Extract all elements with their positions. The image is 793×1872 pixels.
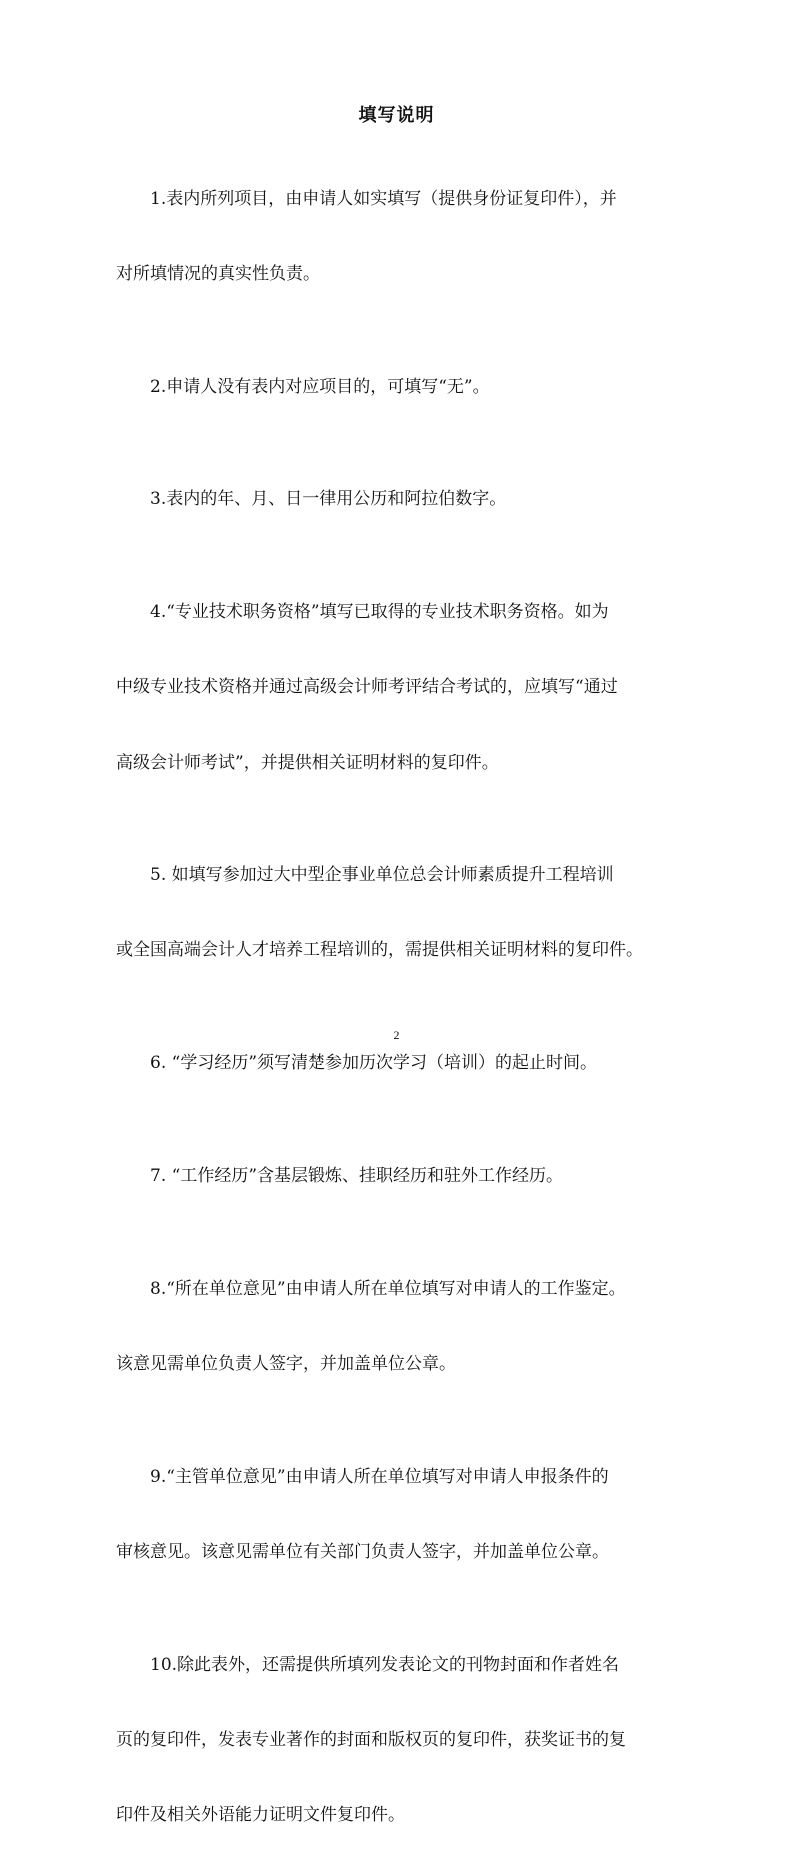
page-number: 2 (393, 1028, 400, 1042)
instruction-line: 高级会计师考试”，并提供相关证明材料的复印件。 (116, 752, 499, 773)
instruction-item-8 (116, 1233, 680, 1421)
instruction-line: 印件及相关外语能力证明文件复印件。 (116, 1805, 405, 1826)
instruction-item-3 (116, 444, 680, 557)
instruction-line: 8.“所在单位意见”由申请人所在单位填写对申请人的工作鉴定。 (150, 1278, 626, 1299)
instruction-line: 7. “工作经历”含基层锻炼、挂职经历和驻外工作经历。 (150, 1166, 564, 1187)
instruction-line: 或全国高端会计人才培养工程培训的，需提供相关证明材料的复印件。 (116, 940, 643, 961)
instruction-item-5 (116, 820, 680, 1008)
instruction-line: 页的复印件，发表专业著作的封面和版权页的复印件，获奖证书的复 (116, 1729, 626, 1750)
instruction-line: 该意见需单位负责人签字，并加盖单位公章。 (116, 1354, 456, 1374)
instruction-line: 审核意见。该意见需单位有关部门负责人签字，并加盖单位公章。 (116, 1541, 609, 1562)
instruction-item-6 (116, 1008, 680, 1121)
page-title: 填写说明 (358, 105, 435, 126)
instructions-body (116, 143, 680, 1872)
instruction-line: 4.“专业技术职务资格”填写已取得的专业技术职务资格。如为 (150, 602, 609, 623)
instruction-line: 对所填情况的真实性负责。 (116, 263, 320, 284)
instruction-line: 9.“主管单位意见”由申请人所在单位填写对申请人申报条件的 (150, 1466, 609, 1487)
instruction-item-2 (116, 331, 680, 444)
instruction-item-4 (116, 557, 680, 820)
instruction-line: 5. 如填写参加过大中型企事业单位总会计师素质提升工程培训 (150, 865, 614, 886)
instruction-line: 6. “学习经历”须写清楚参加历次学习（培训）的起止时间。 (150, 1053, 598, 1074)
instruction-item-1 (116, 143, 680, 331)
instruction-item-9 (116, 1421, 680, 1609)
instruction-item-10 (116, 1609, 680, 1872)
instruction-item-7 (116, 1120, 680, 1233)
instruction-line: 中级专业技术资格并通过高级会计师考评结合考试的，应填写“通过 (116, 677, 618, 698)
instruction-line: 3.表内的年、月、日一律用公历和阿拉伯数字。 (150, 489, 507, 510)
instruction-line: 1.表内所列项目，由申请人如实填写（提供身份证复印件），并 (150, 188, 617, 209)
instruction-line: 10.除此表外，还需提供所填列发表论文的刊物封面和作者姓名 (150, 1654, 620, 1675)
instruction-line: 2.申请人没有表内对应项目的，可填写“无”。 (150, 376, 490, 397)
